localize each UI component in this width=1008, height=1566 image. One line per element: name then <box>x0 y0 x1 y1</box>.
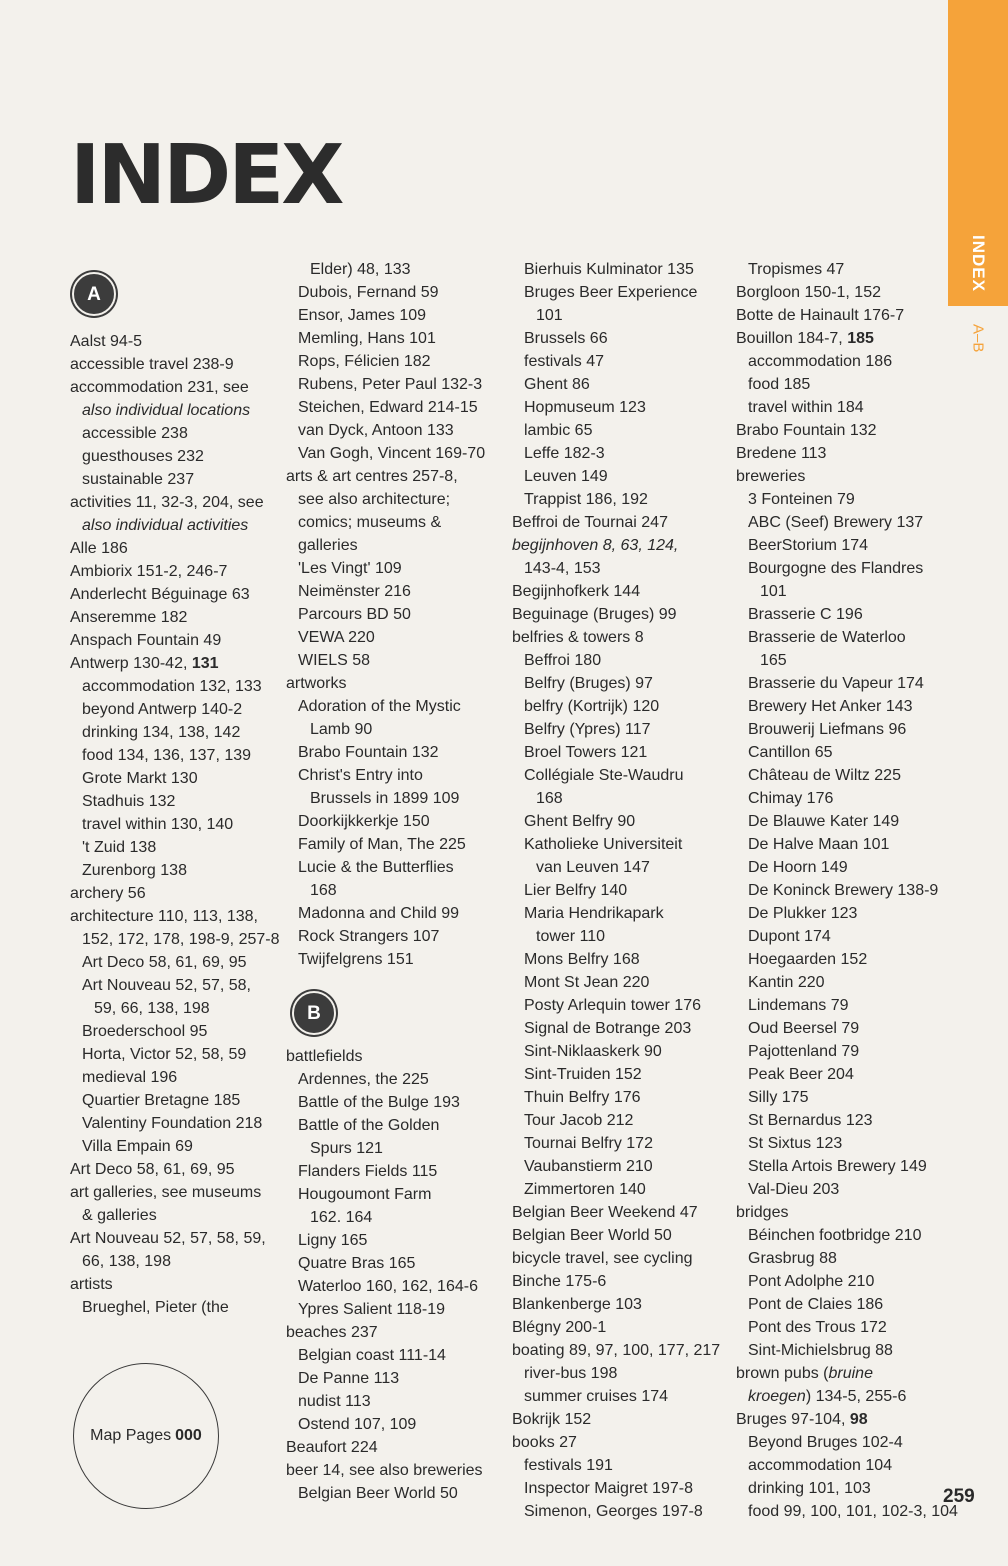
index-entry: Grasbrug 88 <box>748 1250 837 1267</box>
index-entry: Doorkijkkerkje 150 <box>298 813 430 830</box>
index-entry: 162. 164 <box>310 1209 373 1226</box>
index-entry: Elder) 48, 133 <box>310 261 411 278</box>
index-entry: 165 <box>760 652 787 669</box>
index-entry: Neimënster 216 <box>298 583 411 600</box>
index-entry: Bourgogne des Flandres <box>748 560 924 577</box>
index-entry-italic: kroegen <box>748 1388 806 1405</box>
index-entry: books 27 <box>512 1434 577 1451</box>
index-entry: Belgian Beer Weekend 47 <box>512 1204 698 1221</box>
index-entry: De Halve Maan 101 <box>748 836 890 853</box>
index-entry: guesthouses 232 <box>82 448 204 465</box>
index-entry: Hougoumont Farm <box>298 1186 432 1203</box>
index-entry: travel within 130, 140 <box>82 816 234 833</box>
index-entry: beer 14, see also breweries <box>286 1462 483 1479</box>
index-entry: Silly 175 <box>748 1089 809 1106</box>
index-entry: VEWA 220 <box>298 629 375 646</box>
page-title: INDEX <box>70 128 342 223</box>
index-entry <box>736 327 942 350</box>
index-entry: Signal de Botrange 203 <box>524 1020 692 1037</box>
index-entry: Beffroi 180 <box>524 652 602 669</box>
index-entry: Ypres Salient 118-19 <box>298 1301 446 1318</box>
index-entry: tower 110 <box>536 928 606 945</box>
index-entry: Flanders Fields 115 <box>298 1163 438 1180</box>
index-entry: Collégiale Ste-Waudru <box>524 767 684 784</box>
index-entry: 66, 138, 198 <box>82 1253 171 1270</box>
index-entry: belfries & towers 8 <box>512 629 644 646</box>
index-entry: drinking 134, 138, 142 <box>82 724 241 741</box>
index-entry: Sint-Truiden 152 <box>524 1066 642 1083</box>
section-tab-range: A–B <box>969 323 987 353</box>
index-entry: Art Deco 58, 61, 69, 95 <box>70 1161 235 1178</box>
index-entry: lambic 65 <box>524 422 593 439</box>
index-entry: food 134, 136, 137, 139 <box>82 747 252 764</box>
index-entry: begijnhoven 8, 63, 124, <box>512 537 679 554</box>
index-entry: medieval 196 <box>82 1069 178 1086</box>
index-entry: Beyond Bruges 102-4 <box>748 1434 903 1451</box>
index-entry: accessible travel 238-9 <box>70 356 234 373</box>
index-entry: activities 11, 32-3, 204, see <box>70 494 264 511</box>
index-entry: Bokrijk 152 <box>512 1411 592 1428</box>
index-entry <box>736 1408 942 1431</box>
index-entry: Brasserie de Waterloo <box>748 629 906 646</box>
index-entry: Vaubanstierm 210 <box>524 1158 653 1175</box>
index-entry: Stella Artois Brewery 149 <box>748 1158 927 1175</box>
index-entry: nudist 113 <box>298 1393 371 1410</box>
index-entry: battlefields <box>286 1048 363 1065</box>
index-entry: Madonna and Child 99 <box>298 905 460 922</box>
index-entry: Botte de Hainault 176-7 <box>736 307 905 324</box>
index-entry: Brewery Het Anker 143 <box>748 698 913 715</box>
index-entry: De Blauwe Kater 149 <box>748 813 900 830</box>
page-number: 259 <box>943 1486 975 1507</box>
index-entry: Lindemans 79 <box>748 997 849 1014</box>
index-entry: Lucie & the Butterflies <box>298 859 454 876</box>
index-entry: accessible 238 <box>82 425 188 442</box>
index-entry: festivals 47 <box>524 353 605 370</box>
index-entry: Rubens, Peter Paul 132-3 <box>298 376 483 393</box>
index-entry: artists <box>70 1276 113 1293</box>
index-entry: Valentiny Foundation 218 <box>82 1115 263 1132</box>
index-entry: De Koninck Brewery 138-9 <box>748 882 939 899</box>
index-entry: Oud Beersel 79 <box>748 1020 860 1037</box>
index-entry: artworks <box>286 675 347 692</box>
index-entry: Leuven 149 <box>524 468 608 485</box>
index-entry: sustainable 237 <box>82 471 195 488</box>
index-entry: Art Nouveau 52, 57, 58, 59, <box>70 1230 266 1247</box>
index-entry: Rops, Félicien 182 <box>298 353 431 370</box>
index-entry: Parcours BD 50 <box>298 606 411 623</box>
index-entry: Brussels in 1899 109 <box>310 790 460 807</box>
index-entry: Memling, Hans 101 <box>298 330 436 347</box>
index-entry: Anseremme 182 <box>70 609 188 626</box>
index-entry: 3 Fonteinen 79 <box>748 491 855 508</box>
index-entry: food 99, 100, 101, 102-3, 104 <box>748 1503 958 1520</box>
index-entry: Bierhuis Kulminator 135 <box>524 261 694 278</box>
index-entry: Steichen, Edward 214-15 <box>298 399 478 416</box>
index-entry: 'Les Vingt' 109 <box>298 560 402 577</box>
index-entry: Bredene 113 <box>736 445 827 462</box>
index-entry: Beguinage (Bruges) 99 <box>512 606 677 623</box>
index-entry: Horta, Victor 52, 58, 59 <box>82 1046 247 1063</box>
index-entry: food 185 <box>748 376 811 393</box>
index-entry: beyond Antwerp 140-2 <box>82 701 243 718</box>
index-entry: Trappist 186, 192 <box>524 491 648 508</box>
index-entry: Pont des Trous 172 <box>748 1319 887 1336</box>
index-entry: Sint-Niklaaskerk 90 <box>524 1043 662 1060</box>
index-entry <box>736 1385 942 1408</box>
index-column-3 <box>512 258 727 1523</box>
index-entry: Maria Hendrikapark <box>524 905 664 922</box>
index-entry: Aalst 94-5 <box>70 333 143 350</box>
section-tab-label: INDEX <box>969 234 988 292</box>
index-entry: 168 <box>310 882 337 899</box>
index-entry: Inspector Maigret 197-8 <box>524 1480 693 1497</box>
index-entry: belfry (Kortrijk) 120 <box>524 698 660 715</box>
index-entry: Broederschool 95 <box>82 1023 208 1040</box>
index-entry: Van Gogh, Vincent 169-70 <box>298 445 486 462</box>
index-entry: Belgian Beer World 50 <box>512 1227 672 1244</box>
index-entry: Christ's Entry into <box>298 767 423 784</box>
index-entry: Ligny 165 <box>298 1232 368 1249</box>
index-entry: Dupont 174 <box>748 928 831 945</box>
index-entry: 't Zuid 138 <box>82 839 157 856</box>
index-entry: Belgian Beer World 50 <box>298 1485 458 1502</box>
index-entry: Ardennes, the 225 <box>298 1071 429 1088</box>
index-entry: beaches 237 <box>286 1324 378 1341</box>
index-entry-text: Bruges 97-104, <box>736 1411 850 1428</box>
index-entry: Hoegaarden 152 <box>748 951 868 968</box>
index-entry: Béinchen footbridge 210 <box>748 1227 922 1244</box>
index-entry: Hopmuseum 123 <box>524 399 646 416</box>
index-entry: van Leuven 147 <box>536 859 650 876</box>
index-entry <box>736 1362 942 1385</box>
index-column-2 <box>286 258 501 1505</box>
index-entry: Blankenberge 103 <box>512 1296 642 1313</box>
index-entry: Quatre Bras 165 <box>298 1255 416 1272</box>
index-column-4 <box>736 258 958 1523</box>
index-entry: Brueghel, Pieter (the <box>82 1299 229 1316</box>
index-entry: WIELS 58 <box>298 652 371 669</box>
index-entry: Beaufort 224 <box>286 1439 378 1456</box>
index-entry: Peak Beer 204 <box>748 1066 854 1083</box>
index-entry: Battle of the Golden <box>298 1117 440 1134</box>
index-entry: Twijfelgrens 151 <box>298 951 414 968</box>
map-page-ref: 185 <box>847 330 874 347</box>
index-entry: St Sixtus 123 <box>748 1135 843 1152</box>
index-entry: also individual activities <box>82 517 249 534</box>
index-entry: Lamb 90 <box>310 721 373 738</box>
index-entry: Brabo Fountain 132 <box>298 744 439 761</box>
index-entry: Ostend 107, 109 <box>298 1416 417 1433</box>
index-entry: also individual locations <box>82 402 251 419</box>
index-entry: archery 56 <box>70 885 146 902</box>
index-entry: arts & art centres 257-8, <box>286 468 458 485</box>
letter-heading-a: A <box>72 272 116 316</box>
map-pages-label: Map Pages <box>90 1427 172 1444</box>
index-entry: 101 <box>760 583 787 600</box>
map-page-ref: 131 <box>191 655 219 672</box>
index-entry: Family of Man, The 225 <box>298 836 466 853</box>
index-entry: bicycle travel, see cycling <box>512 1250 693 1267</box>
index-entry: Brouwerij Liefmans 96 <box>748 721 907 738</box>
index-entry: comics; museums & <box>298 514 442 531</box>
index-entry: Ghent Belfry 90 <box>524 813 636 830</box>
index-entry: Ensor, James 109 <box>298 307 427 324</box>
index-entry: De Hoorn 149 <box>748 859 848 876</box>
index-entry: galleries <box>298 537 358 554</box>
index-entry: Waterloo 160, 162, 164-6 <box>298 1278 478 1295</box>
index-entry: Simenon, Georges 197-8 <box>524 1503 703 1520</box>
index-entry: Chimay 176 <box>748 790 834 807</box>
index-entry: De Plukker 123 <box>748 905 858 922</box>
index-entry: Binche 175-6 <box>512 1273 607 1290</box>
index-entry: Thuin Belfry 176 <box>524 1089 641 1106</box>
index-entry: Broel Towers 121 <box>524 744 648 761</box>
index-entry: St Bernardus 123 <box>748 1112 873 1129</box>
index-entry: Ambiorix 151-2, 246-7 <box>70 563 228 580</box>
index-entry: see also architecture; <box>298 491 451 508</box>
index-column-1 <box>70 258 280 1319</box>
index-entry: Tropismes 47 <box>748 261 845 278</box>
index-entry: Posty Arlequin tower 176 <box>524 997 701 1014</box>
index-entry-italic: bruine <box>828 1365 873 1382</box>
index-entry: Dubois, Fernand 59 <box>298 284 439 301</box>
map-pages-value: 000 <box>175 1427 202 1444</box>
index-entry: Val-Dieu 203 <box>748 1181 840 1198</box>
index-entry: Anspach Fountain 49 <box>70 632 222 649</box>
index-entry: Brussels 66 <box>524 330 608 347</box>
index-entry: Borgloon 150-1, 152 <box>736 284 881 301</box>
index-entry: van Dyck, Antoon 133 <box>298 422 454 439</box>
index-entry: Belfry (Ypres) 117 <box>524 721 651 738</box>
index-entry: Art Nouveau 52, 57, 58, <box>82 977 251 994</box>
index-entry: summer cruises 174 <box>524 1388 669 1405</box>
index-entry-text: Bouillon 184-7, <box>736 330 848 347</box>
index-entry: 59, 66, 138, 198 <box>94 1000 210 1017</box>
index-entry: Brasserie C 196 <box>748 606 863 623</box>
index-entry: Bruges Beer Experience <box>524 284 698 301</box>
index-entry: 152, 172, 178, 198-9, 257-8 <box>82 931 280 948</box>
index-entry: Villa Empain 69 <box>82 1138 193 1155</box>
index-entry: Sint-Michielsbrug 88 <box>748 1342 893 1359</box>
index-entry: Alle 186 <box>70 540 128 557</box>
index-entry: Battle of the Bulge 193 <box>298 1094 460 1111</box>
index-entry: Pajottenland 79 <box>748 1043 860 1060</box>
index-entry: river-bus 198 <box>524 1365 618 1382</box>
index-entry: Grote Markt 130 <box>82 770 198 787</box>
index-entry: Brasserie du Vapeur 174 <box>748 675 924 692</box>
index-entry: Leffe 182-3 <box>524 445 605 462</box>
index-entry: 143-4, 153 <box>524 560 601 577</box>
index-entry: Mons Belfry 168 <box>524 951 640 968</box>
letter-heading-b: B <box>292 991 336 1035</box>
index-entry: bridges <box>736 1204 789 1221</box>
index-entry: accommodation 104 <box>748 1457 893 1474</box>
index-entry: art galleries, see museums <box>70 1184 262 1201</box>
index-entry: accommodation 132, 133 <box>82 678 262 695</box>
index-entry: Mont St Jean 220 <box>524 974 650 991</box>
index-entry: 168 <box>536 790 563 807</box>
index-entry: Tour Jacob 212 <box>524 1112 634 1129</box>
index-entry: Zurenborg 138 <box>82 862 187 879</box>
index-entry-text: Antwerp 130-42, <box>70 655 192 672</box>
index-entry: Quartier Bretagne 185 <box>82 1092 241 1109</box>
index-entry: boating 89, 97, 100, 177, 217 <box>512 1342 721 1359</box>
index-entry <box>70 652 275 675</box>
index-entry: drinking 101, 103 <box>748 1480 871 1497</box>
index-entry: Stadhuis 132 <box>82 793 176 810</box>
index-entry: accommodation 231, see <box>70 379 249 396</box>
index-entry: Cantillon 65 <box>748 744 833 761</box>
map-page-ref: 98 <box>849 1411 868 1428</box>
index-entry: Art Deco 58, 61, 69, 95 <box>82 954 247 971</box>
index-entry: Anderlecht Béguinage 63 <box>70 586 250 603</box>
index-entry: Pont de Claies 186 <box>748 1296 884 1313</box>
index-entry: Tournai Belfry 172 <box>524 1135 653 1152</box>
index-entry: architecture 110, 113, 138, <box>70 908 258 925</box>
index-entry: Kantin 220 <box>748 974 825 991</box>
map-pages-badge <box>73 1363 219 1509</box>
index-entry: Belgian coast 111-14 <box>298 1347 446 1364</box>
index-entry: Spurs 121 <box>310 1140 383 1157</box>
index-entry: ABC (Seef) Brewery 137 <box>748 514 924 531</box>
index-entry: Lier Belfry 140 <box>524 882 628 899</box>
index-entry: Beffroi de Tournai 247 <box>512 514 668 531</box>
index-entry: breweries <box>736 468 806 485</box>
index-entry: Ghent 86 <box>524 376 590 393</box>
index-entry: Blégny 200-1 <box>512 1319 607 1336</box>
index-entry: Pont Adolphe 210 <box>748 1273 875 1290</box>
index-entry: Adoration of the Mystic <box>298 698 461 715</box>
index-entry: De Panne 113 <box>298 1370 400 1387</box>
index-entry: BeerStorium 174 <box>748 537 869 554</box>
index-entry: accommodation 186 <box>748 353 893 370</box>
index-entry: travel within 184 <box>748 399 864 416</box>
index-entry: Château de Wiltz 225 <box>748 767 901 784</box>
index-entry: 101 <box>536 307 563 324</box>
index-entry: Begijnhofkerk 144 <box>512 583 641 600</box>
index-entry-text: brown pubs ( <box>736 1365 829 1382</box>
index-entry: Rock Strangers 107 <box>298 928 440 945</box>
index-entry-text: ) 134-5, 255-6 <box>805 1388 907 1405</box>
index-entry: Zimmertoren 140 <box>524 1181 646 1198</box>
index-entry: Brabo Fountain 132 <box>736 422 877 439</box>
index-entry: Belfry (Bruges) 97 <box>524 675 653 692</box>
index-entry: Katholieke Universiteit <box>524 836 683 853</box>
index-entry: festivals 191 <box>524 1457 613 1474</box>
index-entry: & galleries <box>82 1207 157 1224</box>
